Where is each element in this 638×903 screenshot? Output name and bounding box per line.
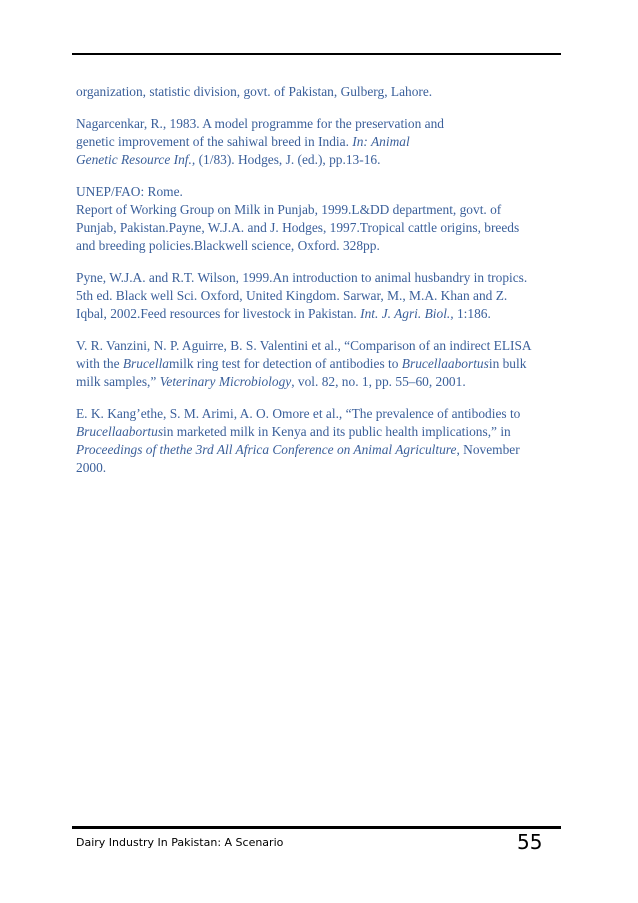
reference-text: with the — [76, 356, 123, 371]
reference-text: Pyne, W.J.A. and R.T. Wilson, 1999.An introduction to animal husbandry in tropics. — [76, 270, 528, 285]
italic-text: Brucellaabortus — [76, 424, 164, 439]
italic-text: Int. J. Agri. Biol., — [360, 306, 454, 321]
reference-text: genetic improvement of the sahiwal breed in India. — [76, 134, 353, 149]
reference-text: and breeding policies.Blackwell science, Oxford. 328pp. — [76, 238, 380, 253]
reference-line — [76, 115, 562, 133]
reference-text: Punjab, Pakistan.Payne, W.J.A. and J. Hodges, 1997.Tropical cattle origins, breeds — [76, 220, 520, 235]
italic-text: Brucella — [122, 356, 169, 371]
reference-line — [76, 237, 562, 255]
reference-text: 5th ed. Black well Sci. Oxford, United Kingdom. Sarwar, M., M.A. Khan and Z. — [76, 288, 508, 303]
reference-line — [76, 305, 562, 323]
reference-entry — [76, 269, 562, 323]
footer-title: Dairy Industry In Pakistan: A Scenario — [76, 836, 284, 849]
reference-text: Report of Working Group on Milk in Punjab, 1999.L&DD department, govt. of — [76, 202, 502, 217]
reference-text: Iqbal, 2002.Feed resources for livestock in Pakistan. — [76, 306, 361, 321]
reference-entry — [76, 115, 562, 169]
header-rule — [72, 53, 561, 55]
reference-text: in marketed milk in Kenya and its public health implications,” in — [163, 424, 511, 439]
reference-entry — [76, 337, 562, 391]
reference-text: UNEP/FAO: Rome. — [76, 184, 183, 199]
reference-entry — [76, 405, 562, 477]
reference-line — [76, 133, 562, 151]
italic-text: Brucellaabortus — [401, 356, 489, 371]
reference-line — [76, 269, 562, 287]
reference-line — [76, 405, 562, 423]
reference-text: Nagarcenkar, R., 1983. A model programme for the preservation and — [76, 116, 444, 131]
reference-line — [76, 355, 562, 373]
italic-text: In: Animal — [352, 134, 410, 149]
reference-list — [76, 83, 562, 491]
reference-line — [76, 151, 562, 169]
reference-line — [76, 201, 562, 219]
reference-text: , vol. 82, no. 1, pp. 55–60, 2001. — [291, 374, 466, 389]
italic-text: Proceedings of thethe 3rd All Africa Conference on Animal Agriculture — [76, 442, 457, 457]
reference-text: E. K. Kang’ethe, S. M. Arimi, A. O. Omore et al., “The prevalence of antibodies to — [76, 406, 521, 421]
reference-text: 2000. — [76, 460, 107, 475]
reference-text: in bulk — [488, 356, 527, 371]
reference-line — [76, 183, 562, 201]
reference-entry — [76, 83, 562, 101]
reference-line — [76, 219, 562, 237]
reference-text: V. R. Vanzini, N. P. Aguirre, B. S. Valentini et al., “Comparison of an indirect ELISA — [76, 338, 532, 353]
reference-line — [76, 287, 562, 305]
reference-line — [76, 423, 562, 441]
reference-text: organization, statistic division, govt. of Pakistan, Gulberg, Lahore. — [76, 84, 433, 99]
reference-line — [76, 373, 562, 391]
footer-rule — [72, 826, 561, 829]
reference-text: milk samples,” — [76, 374, 160, 389]
reference-text: milk ring test for detection of antibodies to — [168, 356, 402, 371]
reference-line — [76, 459, 562, 477]
reference-text: (1/83). Hodges, J. (ed.), pp.13-16. — [195, 152, 381, 167]
page-number: 55 — [517, 830, 543, 854]
reference-entry — [76, 183, 562, 255]
reference-text: , November — [456, 442, 520, 457]
reference-line — [76, 337, 562, 355]
reference-line — [76, 83, 562, 101]
italic-text: Veterinary Microbiology — [159, 374, 292, 389]
reference-text: 1:186. — [453, 306, 491, 321]
italic-text: Genetic Resource Inf., — [76, 152, 196, 167]
reference-line — [76, 441, 562, 459]
